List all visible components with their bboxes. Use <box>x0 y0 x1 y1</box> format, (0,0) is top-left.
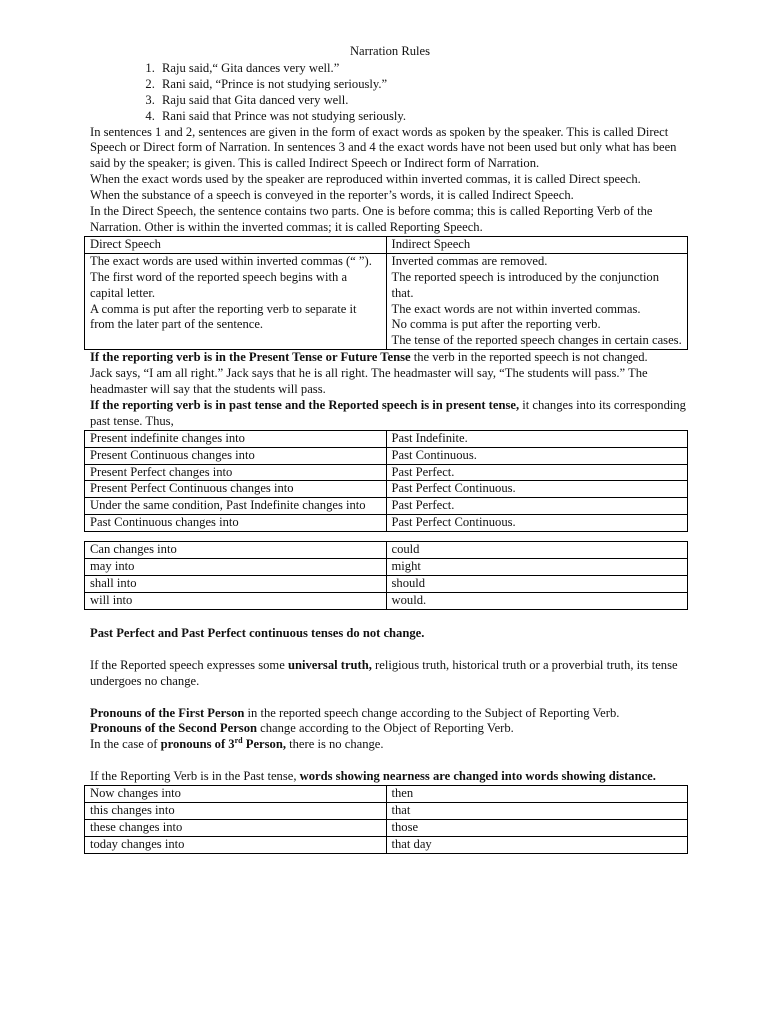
universal-truth-rest: religious truth, historical truth or a proverbial truth, its tense undergoes no change. <box>90 657 678 688</box>
indirect-speech-definition: When the substance of a speech is conveyed in the reporter’s words, it is called Indirect Speech. <box>90 188 574 203</box>
tense-from: Present indefinite changes into <box>85 430 387 447</box>
third-person-rule <box>90 737 690 753</box>
header-indirect-speech: Indirect Speech <box>386 236 688 253</box>
indirect-rule: The tense of the reported speech changes in certain cases. <box>391 333 682 348</box>
third-person-pre: In the case of <box>90 737 161 752</box>
table-row <box>85 481 688 498</box>
example-item: 3. Raju said that Gita danced very well. <box>158 93 690 109</box>
direct-speech-cell <box>85 253 387 349</box>
spacer <box>90 642 690 658</box>
nearness-to: then <box>386 786 688 803</box>
document-body <box>90 44 690 854</box>
no-change-rule-bold: Past Perfect and Past Perfect continuous tenses do not change. <box>90 625 425 640</box>
third-person-superscript: rd <box>234 736 243 746</box>
table-row <box>85 592 688 609</box>
tense-to: Past Continuous. <box>386 447 688 464</box>
tense-from: Present Perfect Continuous changes into <box>85 481 387 498</box>
first-person-rule <box>90 706 690 722</box>
modal-to: might <box>386 559 688 576</box>
nearness-change-table <box>84 785 688 854</box>
present-tense-example: Jack says, “I am all right.” Jack says that he is all right. The headmaster will say, “The students will pass.” The headmaster will say that the students will pass. <box>90 366 648 397</box>
nearness-to: those <box>386 819 688 836</box>
tense-from: Past Continuous changes into <box>85 515 387 532</box>
table-row <box>85 253 688 349</box>
second-person-rule <box>90 721 690 737</box>
tense-change-table <box>84 430 688 532</box>
tense-to: Past Indefinite. <box>386 430 688 447</box>
indirect-speech-cell <box>386 253 688 349</box>
universal-truth-text: If the Reported speech expresses some <box>90 657 288 672</box>
table-row <box>85 515 688 532</box>
tense-to: Past Perfect. <box>386 464 688 481</box>
nearness-to: that day <box>386 836 688 853</box>
modal-from: shall into <box>85 576 387 593</box>
nearness-text: If the Reporting Verb is in the Past tense, <box>90 769 300 784</box>
direct-rule: The first word of the reported speech begins with a capital letter. <box>90 269 348 300</box>
table-row <box>85 559 688 576</box>
nearness-to: that <box>386 803 688 820</box>
table-row <box>85 819 688 836</box>
modal-to: would. <box>386 592 688 609</box>
header-direct-speech: Direct Speech <box>85 236 387 253</box>
nearness-from: Now changes into <box>85 786 387 803</box>
tense-to: Past Perfect Continuous. <box>386 481 688 498</box>
intro-paragraph: In sentences 1 and 2, sentences are given in the form of exact words as spoken by the speaker. This is called Direct Speech or Direct form of Narration. In sentences 3 and 4 the exact words have not been used but only what has been said by the speaker; is given. This is called Indirect Speech or Indirect form of Narration. <box>90 124 677 171</box>
modal-to: should <box>386 576 688 593</box>
tense-from: Present Perfect changes into <box>85 464 387 481</box>
reporting-verb-paragraph: In the Direct Speech, the sentence contains two parts. One is before comma; this is called Reporting Verb of the Narration. Other is within the inverted commas; it is called Reporting Speech. <box>90 204 653 234</box>
nearness-from: this changes into <box>85 803 387 820</box>
past-tense-rule-bold: If the reporting verb is in past tense and the Reported speech is in present tense, <box>90 397 520 412</box>
modal-from: Can changes into <box>85 542 387 559</box>
nearness-bold: words showing nearness are changed into words showing distance. <box>299 769 656 784</box>
table-row <box>85 498 688 515</box>
table-row <box>85 542 688 559</box>
present-tense-rule-text: the verb in the reported speech is not changed. <box>410 350 648 365</box>
table-row <box>85 786 688 803</box>
direct-rule: A comma is put after the reporting verb to separate it from the later part of the sentence. <box>90 301 357 332</box>
tense-from: Present Continuous changes into <box>85 447 387 464</box>
third-person-text: there is no change. <box>285 737 384 752</box>
example-list <box>90 61 690 125</box>
table-header-row <box>85 236 688 253</box>
table-row <box>85 836 688 853</box>
no-change-rule <box>90 626 690 642</box>
tense-to: Past Perfect Continuous. <box>386 515 688 532</box>
universal-truth-bold: universal truth, <box>287 657 372 672</box>
indirect-rule: The exact words are not within inverted commas. <box>391 301 641 316</box>
tense-from: Under the same condition, Past Indefinite changes into <box>85 498 387 515</box>
table-row <box>85 576 688 593</box>
table-row <box>85 803 688 820</box>
spacer <box>90 610 690 626</box>
indirect-rule: Inverted commas are removed. <box>391 253 548 268</box>
table-row <box>85 447 688 464</box>
second-person-bold: Pronouns of the Second Person <box>90 721 257 736</box>
present-tense-rule-bold: If the reporting verb is in the Present Tense or Future Tense <box>90 350 411 365</box>
first-person-text: in the reported speech change according to the Subject of Reporting Verb. <box>244 705 620 720</box>
universal-truth-rule <box>90 658 690 690</box>
direct-speech-definition: When the exact words used by the speaker are reproduced within inverted commas, it is called Direct speech. <box>90 172 641 187</box>
past-tense-rule-text: it changes into its corresponding past tense. Thus, <box>90 397 686 428</box>
nearness-from: these changes into <box>85 819 387 836</box>
modal-from: will into <box>85 592 387 609</box>
example-item: 1. Raju said,“ Gita dances very well.” <box>158 61 690 77</box>
indirect-rule: No comma is put after the reporting verb. <box>391 317 601 332</box>
example-item: 2. Rani said, “Prince is not studying seriously.” <box>158 77 690 93</box>
indirect-rule: The reported speech is introduced by the conjunction that. <box>391 269 660 300</box>
tense-to: Past Perfect. <box>386 498 688 515</box>
third-person-bold-b: Person, <box>242 737 286 752</box>
spacer <box>90 690 690 706</box>
direct-rule: The exact words are used within inverted commas (“ ”). <box>90 253 372 268</box>
past-tense-rule <box>90 398 690 430</box>
modal-from: may into <box>85 559 387 576</box>
third-person-bold-a: pronouns of 3 <box>160 737 235 752</box>
table-row <box>85 430 688 447</box>
nearness-from: today changes into <box>85 836 387 853</box>
first-person-bold: Pronouns of the First Person <box>90 705 245 720</box>
speech-comparison-table <box>84 236 688 350</box>
present-tense-rule <box>90 350 690 366</box>
nearness-rule <box>90 769 690 785</box>
second-person-text: change according to the Object of Reporting Verb. <box>257 721 514 736</box>
example-item: 4. Rani said that Prince was not studying seriously. <box>158 109 690 125</box>
modal-change-table <box>84 541 688 610</box>
spacer <box>90 532 690 541</box>
page-title: Narration Rules <box>349 44 431 58</box>
table-row <box>85 464 688 481</box>
spacer <box>90 753 690 769</box>
modal-to: could <box>386 542 688 559</box>
